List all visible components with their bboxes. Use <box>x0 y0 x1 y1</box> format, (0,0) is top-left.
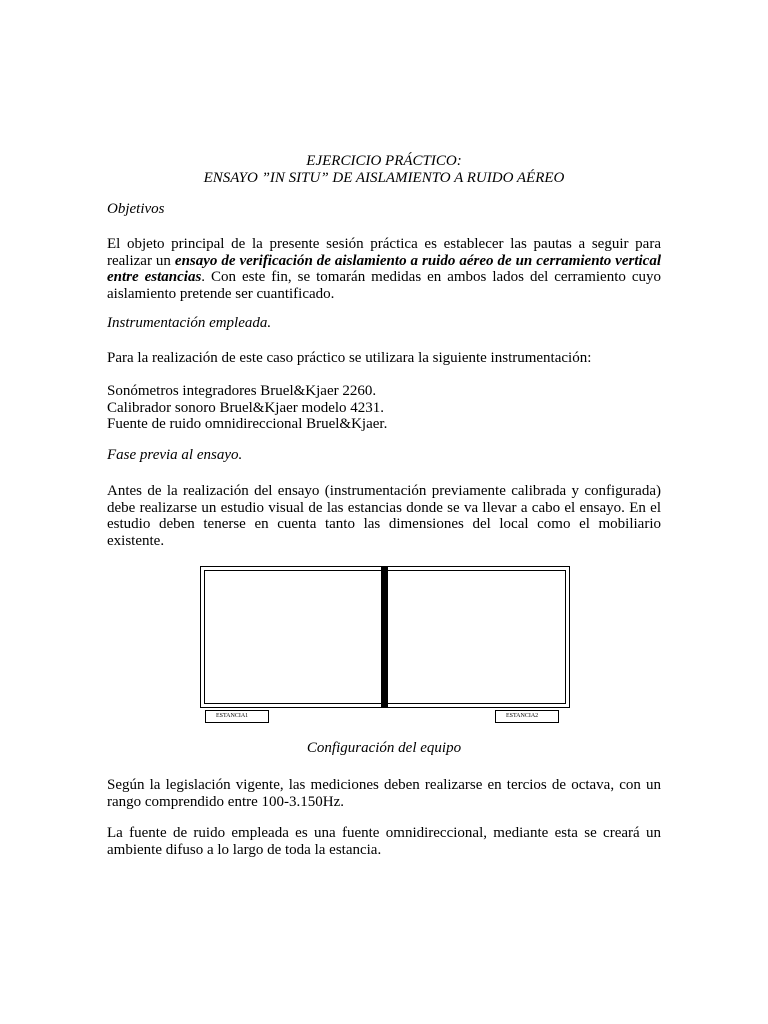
instrument-item: Sonómetros integradores Bruel&Kjaer 2260. <box>107 383 377 399</box>
section-heading-instrumentacion: Instrumentación empleada. <box>107 315 272 331</box>
section-heading-fase-previa: Fase previa al ensayo. <box>107 447 243 463</box>
objetivos-emphasis: ensayo de verificación de aislamiento a ruido aéreo de un cerramiento vertical entre estancias <box>107 252 661 285</box>
title-line-2: ENSAYO ”IN SITU” DE AISLAMIENTO A RUIDO AÉREO <box>203 170 565 186</box>
instrument-item: Calibrador sonoro Bruel&Kjaer modelo 4231. <box>107 399 385 416</box>
room-layout-diagram <box>200 566 570 708</box>
section-heading-objetivos: Objetivos <box>107 201 165 217</box>
legislacion-paragraph: Según la legislación vigente, las mediciones deben realizarse en tercios de octava, con un rango comprendido entre 100-3.150Hz. <box>107 777 661 810</box>
instrumentacion-intro: Para la realización de este caso práctico se utilizara la siguiente instrumentación: <box>107 350 592 366</box>
objetivos-text-a: El objeto principal de la presente sesión práctica es establecer las pautas a seguir para realizar un <box>107 236 661 269</box>
title-line-1: EJERCICIO PRÁCTICO: <box>306 153 462 169</box>
fuente-paragraph: La fuente de ruido empleada es una fuente omnidireccional, mediante esta se creará un ambiente difuso a lo largo de toda la estancia. <box>107 825 661 858</box>
objetivos-text-b: . Con este fin, se tomarán medidas en ambos lados del cerramiento cuyo aislamiento pretende ser cuantificado. <box>107 269 661 302</box>
room-label-estancia2: ESTANCIA2 <box>495 710 559 723</box>
fase-previa-paragraph: Antes de la realización del ensayo (instrumentación previamente calibrada y configurada) debe realizarse un estudio visual de las estancias donde se va llevar a cabo el ensayo. En el estudio deben tenerse en cuenta tanto las dimensiones del local como el mobiliario existente. <box>107 483 661 549</box>
figure-caption: Configuración del equipo <box>306 740 462 756</box>
room-label-estancia1: ESTANCIA1 <box>205 710 269 723</box>
instrument-item: Fuente de ruido omnidireccional Bruel&Kjaer. <box>107 416 388 432</box>
objetivos-paragraph <box>107 236 661 302</box>
partition-wall <box>381 566 388 708</box>
